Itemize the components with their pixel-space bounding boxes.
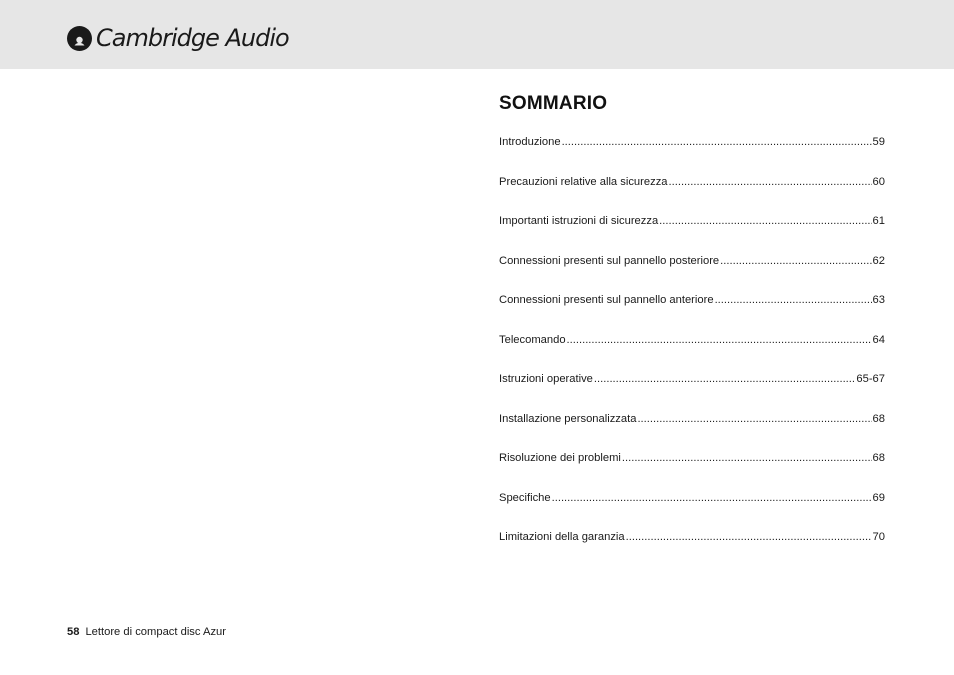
cambridge-audio-logo-icon (67, 26, 92, 51)
toc-item-precauzioni[interactable] (499, 172, 885, 212)
page-footer (67, 624, 226, 640)
brand-name: Cambridge Audio (96, 24, 289, 52)
dot-leader (669, 172, 872, 192)
toc-item-page: 60 (872, 175, 885, 188)
toc-item-page: 64 (872, 333, 885, 346)
toc-item-label: Istruzioni operative (499, 373, 593, 385)
footer-document-title: Lettore di compact disc Azur (85, 626, 226, 638)
header-band (0, 0, 954, 69)
toc-item-label: Introduzione (499, 136, 561, 148)
toc-item-telecomando[interactable] (499, 330, 885, 370)
dot-leader (562, 132, 872, 152)
dot-leader (626, 527, 872, 547)
toc-item-page: 68 (872, 412, 885, 425)
toc-item-label: Telecomando (499, 333, 566, 346)
toc-item-page: 65-67 (856, 373, 885, 385)
toc-item-page: 62 (872, 254, 885, 267)
toc-item-label: Specifiche (499, 491, 551, 504)
toc-item-label: Precauzioni relative alla sicurezza (499, 175, 668, 188)
footer-page-number: 58 (67, 626, 80, 638)
toc-item-introduzione[interactable] (499, 132, 885, 172)
dot-leader (637, 409, 871, 429)
toc-item-installazione[interactable] (499, 409, 885, 449)
toc-item-page: 63 (872, 294, 885, 306)
toc-item-page: 70 (872, 531, 885, 543)
dot-leader (552, 488, 872, 508)
brand-logo (67, 22, 289, 54)
dot-leader (659, 211, 871, 231)
dot-leader (720, 251, 871, 271)
toc-item-label: Importanti istruzioni di sicurezza (499, 215, 659, 227)
table-of-contents (499, 132, 885, 567)
toc-item-garanzia[interactable] (499, 527, 885, 567)
dot-leader (594, 369, 855, 389)
dot-leader (715, 290, 872, 310)
toc-item-page: 59 (872, 136, 885, 148)
toc-item-page: 69 (872, 491, 885, 504)
toc-title: SOMMARIO (499, 93, 608, 114)
toc-item-specifiche[interactable] (499, 488, 885, 528)
dot-leader (622, 448, 872, 468)
toc-item-label: Risoluzione dei problemi (499, 452, 621, 464)
toc-item-risoluzione-problemi[interactable] (499, 448, 885, 488)
toc-item-page: 61 (872, 215, 885, 227)
toc-item-istruzioni-sicurezza[interactable] (499, 211, 885, 251)
toc-item-page: 68 (872, 452, 885, 464)
toc-item-connessioni-posteriore[interactable] (499, 251, 885, 291)
toc-item-label: Installazione personalizzata (499, 412, 637, 425)
toc-item-label: Limitazioni della garanzia (499, 531, 625, 543)
toc-item-label: Connessioni presenti sul pannello posteriore (499, 254, 720, 267)
toc-item-connessioni-anteriore[interactable] (499, 290, 885, 330)
toc-item-istruzioni-operative[interactable] (499, 369, 885, 409)
toc-item-label: Connessioni presenti sul pannello anteriore (499, 294, 714, 306)
dot-leader (567, 330, 872, 350)
